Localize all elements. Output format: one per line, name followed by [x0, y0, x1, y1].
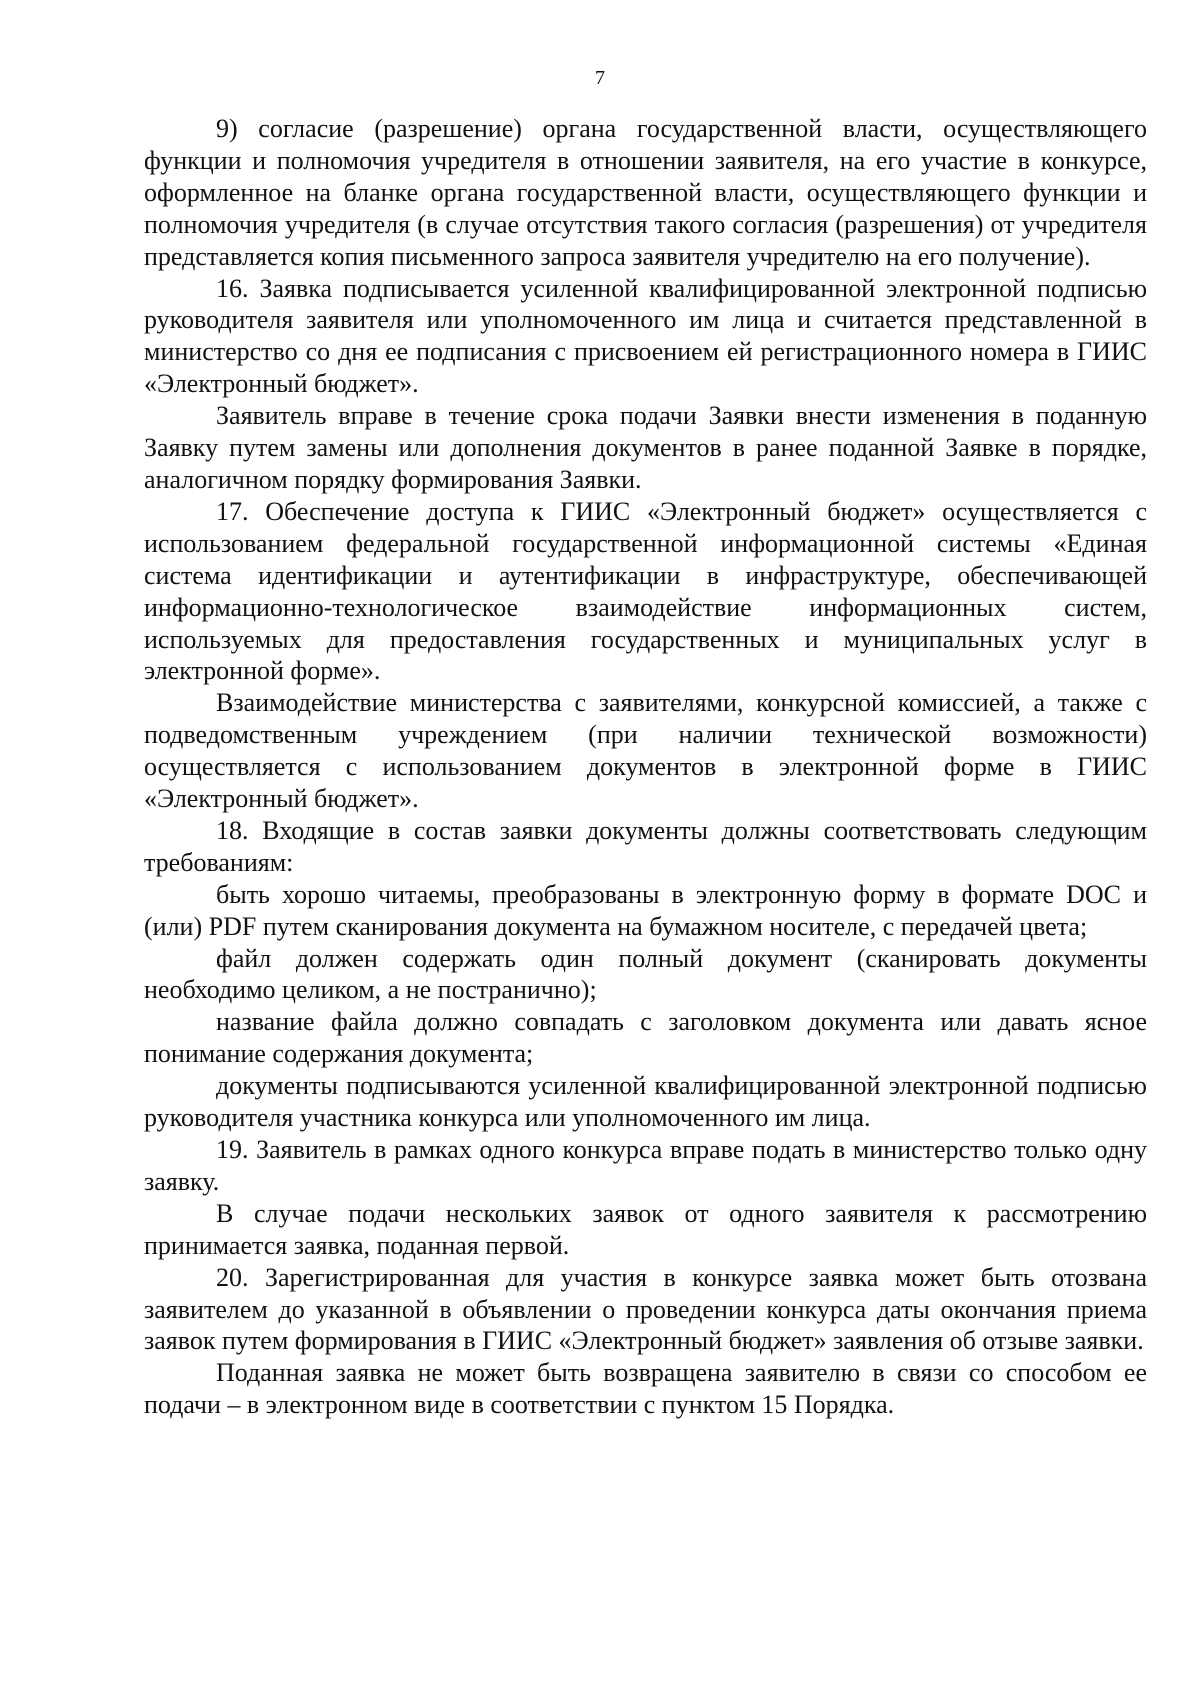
paragraph-requirement-single-file: файл должен содержать один полный документ (сканировать документы необходимо целиком, а не постранично); [144, 943, 1147, 1005]
paragraph-clause-16: 16. Заявка подписывается усиленной квалифицированной электронной подписью руководителя заявителя или уполномоченного им лица и считается представленной в министерство со дня ее подписания с присвоением ей регистрационного номера в ГИИС «Электронный бюджет». [144, 273, 1147, 399]
paragraph-requirement-signature: документы подписываются усиленной квалифицированной электронной подписью руководителя участника конкурса или уполномоченного им лица. [144, 1071, 1147, 1133]
paragraph-clause-20-return: Поданная заявка не может быть возвращена заявителю в связи со способом ее подачи – в электронном виде в соответствии с пунктом 15 Порядка. [144, 1358, 1147, 1420]
paragraph-clause-18: 18. Входящие в состав заявки документы должны соответствовать следующим требованиям: [144, 815, 1147, 877]
paragraph-requirement-readable: быть хорошо читаемы, преобразованы в электронную форму в формате DOC и (или) PDF путем сканирования документа на бумажном носителе, с передачей цвета; [144, 879, 1147, 941]
page-number: 7 [595, 67, 605, 89]
paragraph-clause-17: 17. Обеспечение доступа к ГИИС «Электронный бюджет» осуществляется с использованием федеральной государственной информационной системы «Единая система идентификации и аутентификации в инфраструктуре, обеспечивающей информационно-технологическое взаимодействие информационных систем, используемых для предоставления государственных и муниципальных услуг в электронной форме». [144, 496, 1147, 686]
paragraph-item-9: 9) согласие (разрешение) органа государственной власти, осуществляющего функции и полномочия учредителя в отношении заявителя, на его участие в конкурсе, оформленное на бланке органа государственной власти, осуществляющего функции и полномочия учредителя (в случае отсутствия такого согласия (разрешения) от учредителя представляется копия письменного запроса заявителя учредителю на его получение). [144, 114, 1147, 271]
paragraph-clause-17-interaction: Взаимодействие министерства с заявителями, конкурсной комиссией, а также с подведомственным учреждением (при наличии технической возможности) осуществляется с использованием документов в электронной форме в ГИИС «Электронный бюджет». [144, 688, 1147, 814]
paragraph-clause-19-multiple: В случае подачи нескольких заявок от одного заявителя к рассмотрению принимается заявка, поданная первой. [144, 1198, 1147, 1260]
paragraph-clause-16-amendments: Заявитель вправе в течение срока подачи Заявки внести изменения в поданную Заявку путем замены или дополнения документов в ранее поданной Заявке в порядке, аналогичном порядку формирования Заявки. [144, 401, 1147, 494]
paragraph-clause-20: 20. Зарегистрированная для участия в конкурсе заявка может быть отозвана заявителем до указанной в объявлении о проведении конкурса даты окончания приема заявок путем формирования в ГИИС «Электронный бюджет» заявления об отзыве заявки. [144, 1262, 1147, 1356]
paragraph-requirement-filename: название файла должно совпадать с заголовком документа или давать ясное понимание содержания документа; [144, 1007, 1147, 1069]
document-body [144, 113, 1147, 1421]
paragraph-clause-19: 19. Заявитель в рамках одного конкурса вправе подать в министерство только одну заявку. [144, 1135, 1147, 1196]
